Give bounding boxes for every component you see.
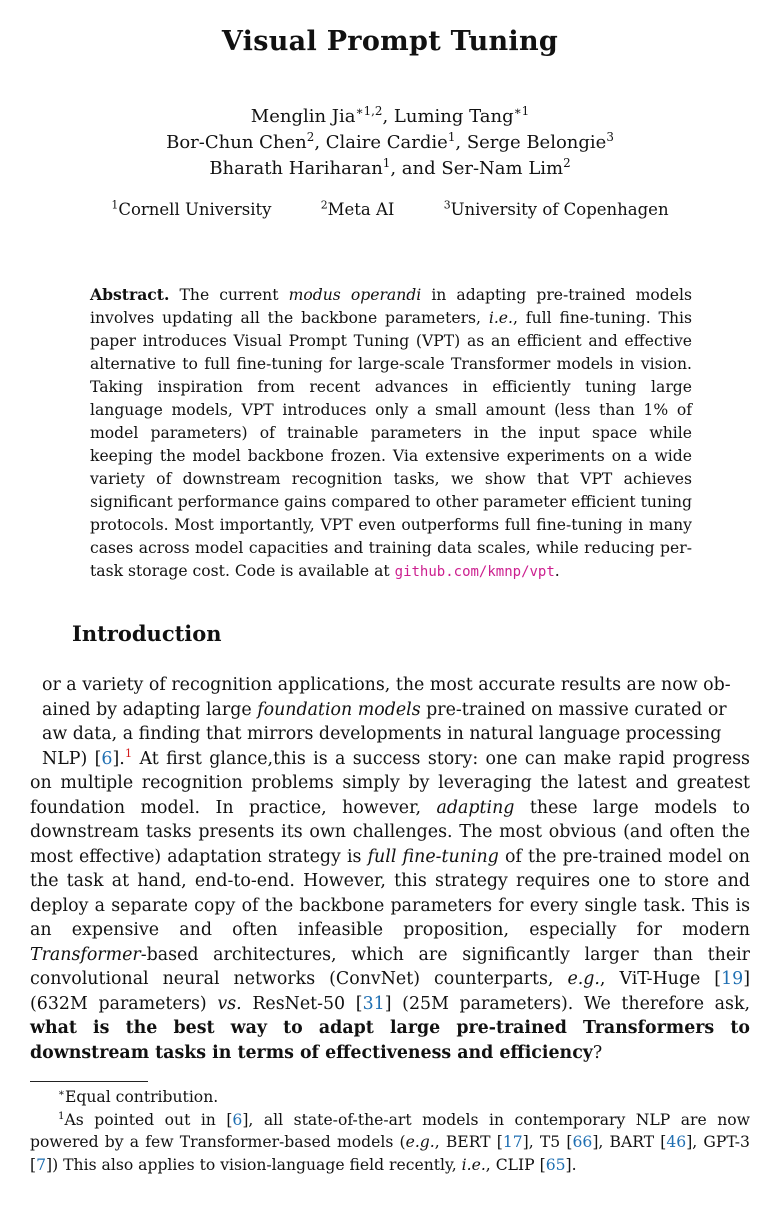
author-line-2 (0, 130, 780, 156)
affil-name: Cornell University (118, 200, 272, 219)
footnote-text: , BERT [ (434, 1133, 503, 1151)
author-separator: , (382, 106, 394, 127)
citation-link[interactable]: 6 (101, 748, 113, 769)
intro-text: ained by adapting large (42, 699, 258, 720)
author-name: Menglin Jia (250, 106, 356, 127)
intro-italic: vs. (217, 993, 242, 1014)
author-line-3 (0, 156, 780, 182)
intro-italic: foundation models (257, 699, 421, 720)
footnote-rule (30, 1081, 148, 1082)
author-separator: , (455, 132, 467, 153)
intro-text: of the pre-trained model on the task at hand, end-to-end. However, this strategy requires one to store and deploy a separate copy of the backbone parameters for every single task. This is an expensive and often infeasible proposition, especially for modern (30, 846, 750, 940)
citation-link[interactable]: 19 (721, 969, 744, 989)
author-name: Bor-Chun Chen (166, 132, 307, 153)
author-affil-mark: 3 (606, 130, 614, 144)
abstract-text: The current (169, 286, 289, 304)
section-heading: Introduction (72, 621, 222, 646)
affil-name: Meta AI (327, 200, 395, 219)
footnote-equal-contribution (30, 1086, 750, 1109)
affil-name: University of Copenhagen (450, 200, 669, 219)
author-block (0, 104, 780, 182)
citation-link[interactable]: 17 (502, 1133, 523, 1151)
affil-mark: 1 (111, 198, 119, 212)
intro-line (30, 700, 727, 720)
author-affil-mark: 2 (306, 130, 315, 144)
footnote-link[interactable]: 1 (124, 745, 133, 760)
intro-text: At first glance,this is a success story: one can make rapid progress on multiple recognition problems simply by leveraging the latest and greatest foundation model. In practice, however, (30, 748, 750, 818)
intro-text: ? (592, 1042, 603, 1063)
author-affil-mark: 1 (382, 156, 391, 170)
author-affil-mark: 1 (447, 130, 456, 144)
affiliation-copenhagen (444, 200, 669, 219)
intro-italic: full fine-tuning (367, 846, 499, 867)
abstract-text: in adapting pre-trained models involves updating all the backbone parameters, (90, 286, 692, 327)
intro-italic: Transformer (30, 944, 141, 965)
footnote-text: ], T5 [ (522, 1133, 573, 1151)
paper-title: Visual Prompt Tuning (221, 26, 559, 57)
citation-link[interactable]: 46 (666, 1133, 687, 1151)
abstract-italic: modus operandi (288, 286, 422, 304)
introduction-body (30, 673, 750, 1065)
citation-link[interactable]: 7 (36, 1155, 47, 1174)
research-question: what is the best way to adapt large pre-trained Transformers to downstream tasks in terms of effectiveness and efficiency (30, 1018, 750, 1063)
footnote-italic: e.g. (405, 1133, 435, 1151)
footnote-text: ]. (565, 1155, 577, 1174)
author-name: Bharath Hariharan (209, 158, 383, 179)
author-name: Luming Tang (393, 106, 514, 127)
intro-line: aw data, a finding that mirrors developments in natural language processing (42, 724, 722, 744)
abstract-text: , full fine-tuning. This paper introduces Visual Prompt Tuning (VPT) as an efficient and effective alternative to full fine-tuning for large-scale Transformer models in vision. Taking inspiration from recent advances in efficiently tuning large language models, VPT introduces only a small amount (less than 1% of model parameters) of trainable parameters in the input space while keeping the model backbone frozen. Via extensive experiments on a wide variety of downstream recognition tasks, we show that VPT achieves significant performance gains compared to other parameter efficient tuning protocols. Most importantly, VPT even outperforms full fine-tuning in many cases across model capacities and training data scales, while reducing per-task storage cost. Code is available at (90, 309, 692, 580)
intro-text: NLP) [ (42, 748, 102, 769)
affiliation-meta (321, 200, 395, 219)
affil-mark: 3 (443, 198, 451, 212)
footnote-text: ], GPT-3 [ (30, 1133, 750, 1174)
footnote-text: , CLIP [ (485, 1155, 546, 1174)
author-affil-mark: ∗1 (513, 104, 530, 118)
citation-link[interactable]: 65 (545, 1155, 566, 1174)
footnote-text: As pointed out in [ (64, 1110, 233, 1129)
citation-link[interactable]: 6 (232, 1110, 243, 1129)
code-link[interactable]: github.com/kmnp/vpt (394, 564, 555, 580)
abstract-label: Abstract. (90, 285, 170, 304)
author-separator: , and (390, 158, 442, 179)
abstract-text: . (554, 562, 560, 580)
affiliations (0, 200, 780, 219)
intro-text: ] (25M parameters). We therefore ask, (384, 993, 751, 1014)
footnote-1 (30, 1109, 750, 1177)
author-line-1 (0, 104, 780, 130)
intro-text: , ViT-Huge [ (599, 969, 722, 989)
intro-text: ResNet-50 [ (241, 993, 363, 1014)
author-separator: , (314, 132, 326, 153)
citation-link[interactable]: 66 (572, 1133, 593, 1151)
abstract-italic: i.e. (488, 309, 513, 327)
footnote-italic: i.e. (461, 1155, 486, 1174)
intro-text: pre-trained on massive curated or (420, 699, 727, 720)
footnote-text: ], BART [ (592, 1133, 667, 1151)
intro-text: ]. (112, 748, 125, 769)
footnote-text: Equal contribution. (65, 1088, 219, 1106)
author-name: Claire Cardie (325, 132, 448, 153)
author-name: Serge Belongie (466, 132, 607, 153)
intro-italic: adapting (436, 797, 515, 818)
intro-italic: e.g. (567, 969, 600, 989)
intro-text: these large models to downstream tasks presents its own challenges. The most obvious (and often the most effective) adaptation strategy is (30, 797, 750, 867)
footnote-mark: 1 (58, 1109, 65, 1122)
footnotes (30, 1086, 750, 1176)
abstract (90, 283, 692, 584)
intro-text: ] (632M parameters) (30, 969, 750, 1014)
intro-text: -based architectures, which are significantly larger than their convolutional neural networks (ConvNet) counterparts, (30, 944, 750, 989)
affiliation-cornell (111, 200, 271, 219)
footnote-text: ], all state-of-the-art models in contemporary NLP are now powered by a few Transformer-based models ( (30, 1110, 751, 1151)
citation-link[interactable]: 31 (362, 993, 385, 1014)
author-affil-mark: ∗1,2 (355, 104, 383, 118)
author-name: Ser-Nam Lim (441, 158, 564, 179)
footnote-mark: ∗ (58, 1086, 65, 1099)
footnote-text: ]) This also applies to vision-language field recently, (46, 1155, 462, 1174)
intro-line (30, 745, 133, 769)
intro-line: or a variety of recognition applications, the most accurate results are now ob- (42, 675, 731, 695)
author-affil-mark: 2 (563, 156, 571, 170)
affil-mark: 2 (320, 198, 328, 212)
